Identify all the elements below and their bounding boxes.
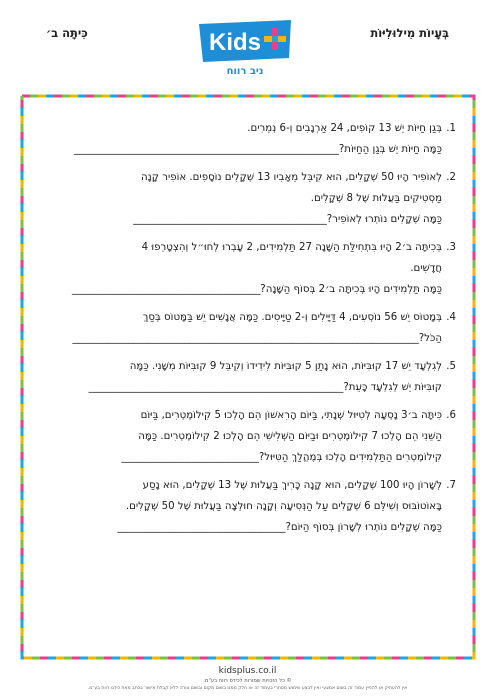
logo-subtitle: ניב רווח bbox=[226, 66, 264, 76]
question-text: מַסְטִיקִים בַּעֲלוּת שֶׁל 8 שְׁקָלִים. bbox=[310, 193, 442, 204]
question-5 bbox=[38, 356, 456, 398]
question-number: 1. bbox=[446, 123, 456, 134]
question-answer-line[interactable]: קוּבִּיּוֹת יֵשׁ לְגִלְעָד כָּעֵת?__________________________________________________ bbox=[88, 382, 442, 393]
question-2 bbox=[38, 167, 456, 230]
question-text: לְאוֹפִיר הָיוּ 50 שְׁקָלִים, הוּא קִיבֵּל מֵאָבִיו 13 שְׁקָלִים נוֹסָפִים. אוֹפִיר קָנָה bbox=[141, 172, 442, 183]
question-number: 5. bbox=[446, 361, 456, 372]
question-answer-line[interactable]: כַּמָּה תַּלְמִידִים הָיוּ בְּכִיתָּה ב׳2 בְּסוֹף הַשָּׁנָה?_____________________________________ bbox=[71, 284, 442, 295]
question-text: לְשָׁרוֹן הָיוּ 100 שְׁקָלִים, הוּא קָנָה כָּרִיךְ בַּעֲלוּת שֶׁל 13 שְׁקָלִים, הוּא נָסַע bbox=[142, 480, 442, 491]
question-answer-line[interactable]: כַּמָּה שְׁקָלִים נוֹתְרוּ לְאוֹפִיר?______________________________________ bbox=[133, 214, 442, 225]
questions-list bbox=[38, 118, 456, 545]
question-4 bbox=[38, 307, 456, 349]
question-number: 2. bbox=[446, 172, 456, 183]
question-1 bbox=[38, 118, 456, 160]
question-text: חֲדָשִׁים. bbox=[410, 263, 442, 274]
question-answer-line[interactable]: הַכֹּל?____________________________________________________________________ bbox=[72, 333, 442, 344]
footer-url[interactable]: kidsplus.co.il bbox=[218, 666, 277, 676]
question-text: הַשֵּׁנִי הֵם הָלְכוּ 7 קִילוֹמֶטְרִים וּבַיּוֹם הַשְּׁלִישִׁי הֵם הָלְכוּ 2 קִילוֹמֶטְרִים. כַּמָּה bbox=[138, 431, 442, 442]
question-text: לְגִלְעָד יֵשׁ 17 קוּבִּיּוֹת, הוּא נָתַן 5 קוּבִּיּוֹת לִידִידוֹ וְקִיבֵּל 9 קוּבִּיּוֹת מִשָּׁנִי. כַּמָּה bbox=[129, 361, 442, 372]
question-text: כִּיתָּה ב׳3 נָסְעָה לְטִיּוּל שְׁנָתִי, בַּיּוֹם הָרִאשׁוֹן הֵם הָלְכוּ 5 קִילוֹמֶטְרִים, בַּיּוֹם bbox=[140, 410, 442, 421]
question-answer-line[interactable]: כַּמָּה שְׁקָלִים נוֹתְרוּ לְשָׁרוֹן בְּסוֹף הַיּוֹם?_________________________________ bbox=[117, 522, 442, 533]
question-6 bbox=[38, 405, 456, 468]
question-number: 3. bbox=[446, 242, 456, 253]
footer-legal-notice: אין להעתיק או להפיץ עמוד זה בשום אמצעי ואין לבצע שימוש מסחרי בעמוד זה או חלק ממנו בשום מקום ובשום צורה ללא קבלת אישור בכתב מאת כידס רווח בע"מ. bbox=[87, 686, 408, 691]
worksheet-title: בְּעָיוֹת מִילוּלִיּוֹת bbox=[370, 26, 449, 40]
question-number: 7. bbox=[446, 480, 456, 491]
logo-name: Kids bbox=[208, 29, 262, 56]
footer-copyright: © כל הזכויות שמורות לכידס רווח בע"מ. bbox=[203, 678, 292, 684]
question-3 bbox=[38, 237, 456, 300]
question-number: 6. bbox=[446, 410, 456, 421]
question-text: בְּגַן חַיּוֹת יֵשׁ 13 קוֹפִים, 24 אַרְנָבִים וְ-6 נְמֵרִים. bbox=[247, 123, 442, 134]
grade-label: כִּיתָּה ב׳ bbox=[46, 26, 88, 40]
question-text: בָּאוֹטוֹבּוּס וְשִׁילֵּם 6 שְׁקָלִים עַל הַנְּסִיעָה וְקָנָה חוּלְצָה בַּעֲלוּת שֶׁל 50 שְׁקָלִים. bbox=[125, 501, 442, 512]
question-answer-line[interactable]: כַּמָּה חַיּוֹת יֵשׁ בְּגַן הַחַיּוֹת?____________________________________________________ bbox=[73, 144, 442, 155]
question-7 bbox=[38, 475, 456, 538]
question-answer-line[interactable]: קִילוֹמֶטְרִים הַתַּלְמִידִים הָלְכוּ בְּמֶהֱלַךְ הַטִּיּוּל?___________________________ bbox=[121, 452, 442, 463]
kids-logo bbox=[193, 18, 297, 76]
question-text: בְּכִיתָּה ב׳2 הָיוּ בִּתְחִילַּת הַשָּׁנָה 27 תַּלְמִידִים, 2 עָבְרוּ לְחוּ״ל וְהִצְטָרְפוּ 4 bbox=[141, 242, 442, 253]
question-number: 4. bbox=[446, 312, 456, 323]
question-text: בְּמָטוֹס יֵשׁ 56 נוֹסְעִים, 4 דַּיָּילִים וְ-2 טַיָּיסִים. כַּמָּה אֲנָשִׁים יֵשׁ בַּמָּטוֹס בְּסַךְ bbox=[142, 312, 442, 323]
